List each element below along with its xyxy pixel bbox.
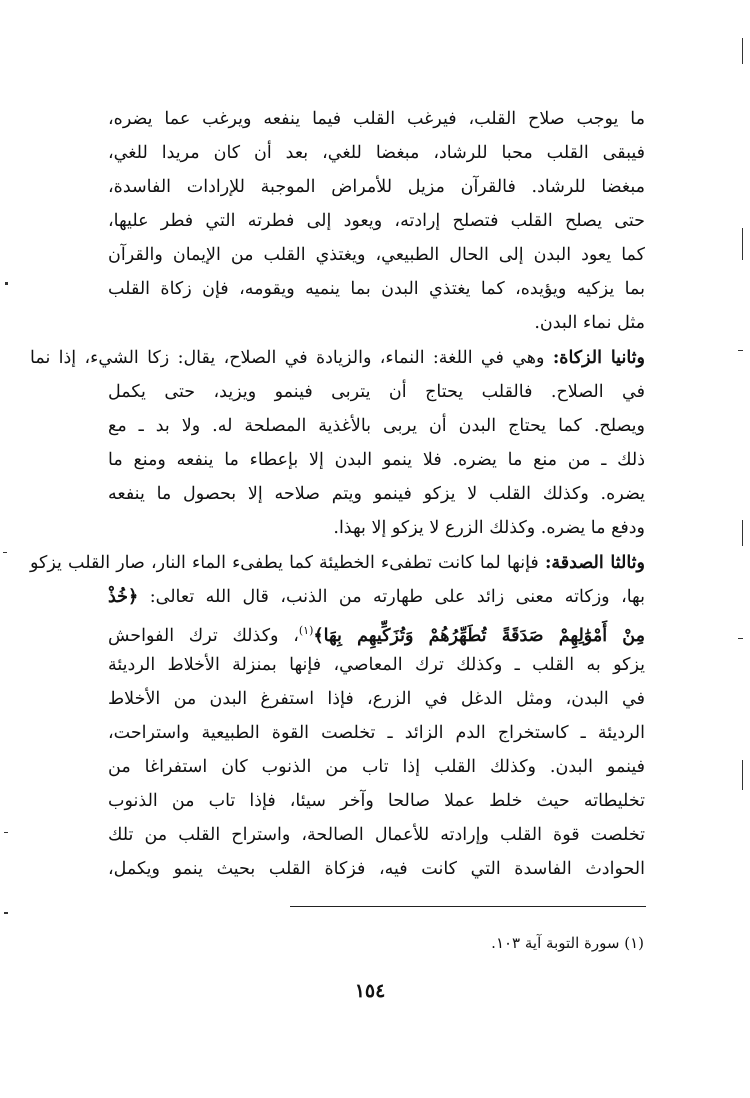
text-line-content: فإنها لما كانت تطفىء الخطيئة كما يطفىء الماء النار، صار القلب يزكو bbox=[30, 553, 539, 573]
text-line: تخليطاته حيث خلط عملا صالحا وآخر سيئا، فإذا تاب من الذنوب bbox=[108, 791, 645, 811]
paragraph-1 bbox=[108, 102, 645, 340]
text-line: فينمو البدن. وكذلك القلب إذا تاب من الذنوب كان استفراغا من bbox=[108, 757, 645, 777]
scan-speck bbox=[742, 520, 743, 546]
scan-speck bbox=[4, 912, 8, 914]
text-line: الرديئة ـ كاستخراج الدم الزائد ـ تخلصت القوة الطبيعية واستراحت، bbox=[108, 723, 645, 743]
text-line-content: وهي في اللغة: النماء، والزيادة في الصلاح، يقال: زكا الشيء، إذا نما bbox=[30, 348, 545, 368]
paragraph-lead-zakat: وثانيا الزكاة: bbox=[552, 348, 645, 368]
text-line: ذلك ـ من منع ما يضره. فلا ينمو البدن إلا بإعطاء ما ينفعه ومنع ما bbox=[108, 450, 645, 470]
text-line: الحوادث الفاسدة التي كانت فيه، فزكاة القلب بحيث ينمو ويكمل، bbox=[108, 859, 645, 879]
text-line bbox=[108, 580, 645, 614]
text-line: مبغضا للرشاد. فالقرآن مزيل للأمراض الموجبة للإرادات الفاسدة، bbox=[108, 177, 645, 197]
scan-speck bbox=[742, 228, 743, 260]
text-line bbox=[30, 546, 645, 580]
text-line: في الصلاح. فالقلب يحتاج أن يتربى فينمو ويزيد، حتى يكمل bbox=[108, 382, 645, 402]
text-line: بما يزكيه ويؤيده، كما يغتذي البدن بما ينميه ويقومه، فإن زكاة القلب bbox=[108, 279, 645, 299]
text-line: تخلصت قوة القلب وإرادته للأعمال الصالحة، واستراح القلب من تلك bbox=[108, 825, 645, 845]
scan-speck bbox=[738, 638, 743, 639]
paragraph-lead-sadaqa: وثالثا الصدقة: bbox=[544, 553, 645, 573]
text-line-content: بها، وزكاته معنى زائد على طهارته من الذنب، قال الله تعالى: bbox=[149, 587, 645, 607]
text-line: في البدن، ومثل الدغل في الزرع، فإذا استفرغ البدن من الأخلاط bbox=[108, 689, 645, 709]
paragraph-2 bbox=[30, 341, 645, 545]
text-line: ودفع ما يضره. وكذلك الزرع لا يزكو إلا بهذا. bbox=[333, 518, 645, 538]
text-line: ما يوجب صلاح القلب، فيرغب القلب فيما ينفعه ويرغب عما يضره، bbox=[108, 109, 645, 129]
scan-speck bbox=[742, 38, 743, 64]
text-line: فيبقى القلب محبا للرشاد، مبغضا للغي، بعد أن كان مريدا للغي، bbox=[108, 143, 645, 163]
footnote: (١) سورة التوبة آية ١٠٣. bbox=[491, 934, 644, 952]
paragraph-3 bbox=[30, 546, 645, 886]
scan-speck bbox=[3, 552, 7, 553]
text-line bbox=[30, 341, 645, 375]
quran-verse: مِنْ أَمْوَٰلِهِمْ صَدَقَةً تُطَهِّرُهُمْ وَتُزَكِّيهِم بِهَا﴾ bbox=[313, 625, 645, 646]
text-line: يزكو به القلب ـ وكذلك ترك المعاصي، فإنها بمنزلة الأخلاط الرديئة bbox=[108, 655, 645, 675]
footnote-divider bbox=[290, 906, 646, 907]
text-line: ويصلح. كما يحتاج البدن أن يربى بالأغذية المصلحة له. ولا بد ـ مع bbox=[108, 416, 645, 436]
text-line: يضره. وكذلك القلب لا يزكو فينمو ويتم صلاحه إلا بحصول ما ينفعه bbox=[108, 484, 645, 504]
text-line: حتى يصلح القلب فتصلح إرادته، ويعود إلى فطرته التي فطر عليها، bbox=[108, 211, 645, 231]
quran-verse-start: ﴿خُذْ bbox=[108, 587, 139, 607]
text-line: مثل نماء البدن. bbox=[534, 313, 645, 333]
scan-speck bbox=[5, 282, 8, 285]
text-line: كما يعود البدن إلى الحال الطبيعي، ويغتذي القلب من الإيمان والقرآن bbox=[108, 245, 645, 265]
text-line bbox=[108, 614, 645, 648]
scan-speck bbox=[742, 760, 743, 790]
scan-speck bbox=[4, 832, 8, 833]
text-line-content: ، وكذلك ترك الفواحش bbox=[108, 625, 299, 646]
page-number: ١٥٤ bbox=[354, 980, 386, 1002]
scan-speck bbox=[738, 350, 743, 351]
footnote-ref: (١) bbox=[298, 624, 314, 637]
